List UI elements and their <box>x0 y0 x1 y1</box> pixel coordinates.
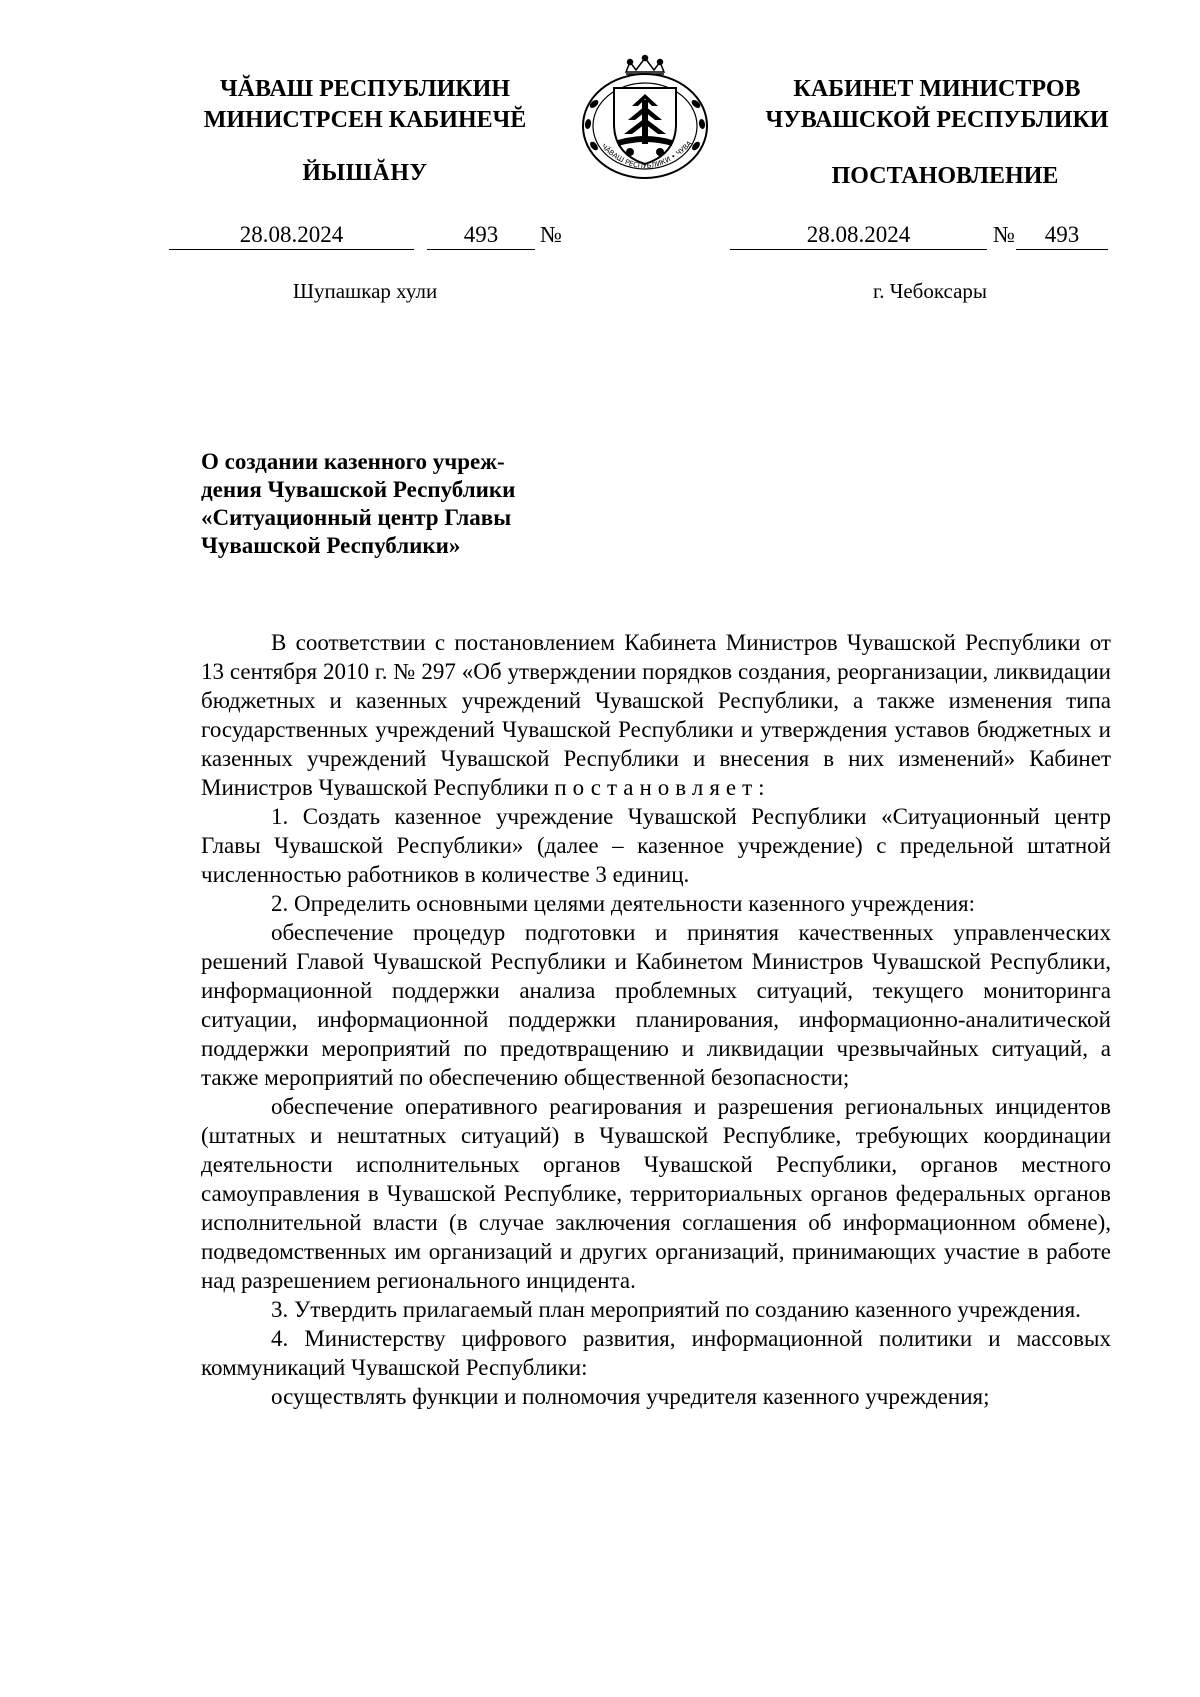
number-right: 493 <box>1016 221 1108 250</box>
number-left: 493 <box>427 221 535 250</box>
doc-type-chuvash: ЙЫШĂНУ <box>302 160 428 186</box>
intro-paragraph <box>201 628 1111 802</box>
header-right-line2: ЧУВАШСКОЙ РЕСПУБЛИКИ <box>765 107 1109 133</box>
item-2-a: обеспечение процедур подготовки и принятия качественных управленческих решений Главой Чувашской Республики и Кабинетом Министров Чувашской Республики, информационной поддержки анализа проблемных ситуаций, текущего мониторинга ситуации, информационной поддержки планирования, информационно-аналитической поддержки мероприятий по предотвращению и ликвидации чрезвычайных ситуаций, а также мероприятий по обеспечению общественной безопасности; <box>201 920 1111 1090</box>
city-russian: г. Чебоксары <box>872 279 988 303</box>
title-line1: О создании казенного учреж- <box>201 449 505 474</box>
number-sign-left: № <box>540 222 562 247</box>
emblem-ring-text: ЧĂВАШ РЕСПУБЛИКИ • ЧУВА <box>599 139 694 171</box>
item-4-a: осуществлять функции и полномочия учредителя казенного учреждения; <box>271 1384 990 1409</box>
intro-verb: постановляет: <box>554 775 771 800</box>
header-left-line1: ЧĂВАШ РЕСПУБЛИКИН <box>220 76 510 102</box>
document-body <box>201 628 1111 1411</box>
intro-text: В соответствии с постановлением Кабинета Министров Чувашской Республики от 13 сентября 2010 г. № 297 «Об утверждении порядков создания, реорганизации, ликвидации бюджетных и казенных учреждений Чувашской Республики, а также изменения типа государственных учреждений Чувашской Республики и утверждения уставов бюджетных и казенных учреждений Чувашской Республики и внесения в них изменений» Кабинет Министров Чувашской Республики <box>201 630 1111 800</box>
number-sign-right: № <box>993 222 1015 247</box>
header-right-line1: КАБИНЕТ МИНИСТРОВ <box>793 76 1081 102</box>
title-line3: «Ситуационный центр Главы <box>201 505 512 530</box>
header-right-title <box>737 74 1137 136</box>
header-left-title <box>175 74 555 136</box>
title-line2: дения Чувашской Республики <box>201 477 516 502</box>
date-right: 28.08.2024 <box>730 221 987 250</box>
date-left: 28.08.2024 <box>169 221 414 250</box>
doc-type-russian: ПОСТАНОВЛЕНИЕ <box>831 163 1059 189</box>
document-title <box>201 448 571 560</box>
item-4: 4. Министерству цифрового развития, информационной политики и массовых коммуникаций Чувашской Республики: <box>201 1326 1111 1380</box>
item-1: 1. Создать казенное учреждение Чувашской Республики «Ситуационный центр Главы Чувашской Республики» (далее – казенное учреждение) с предельной штатной численностью работников в количестве 3 единиц. <box>201 804 1111 887</box>
coat-of-arms-icon <box>574 54 716 184</box>
city-chuvash: Шупашкар хули <box>292 279 438 303</box>
title-line4: Чувашской Республики» <box>201 533 461 558</box>
item-2-b: обеспечение оперативного реагирования и разрешения региональных инцидентов (штатных и нештатных ситуаций) в Чувашской Республике, требующих координации деятельности исполнительных органов Чувашской Республики, органов местного самоуправления в Чувашской Республике, территориальных органов федеральных органов исполнительной власти (в случае заключения соглашения об информационном обмене), подведомственных им организаций и других организаций, принимающих участие в работе над разрешением регионального инцидента. <box>201 1094 1111 1293</box>
item-2: 2. Определить основными целями деятельности казенного учреждения: <box>271 891 975 916</box>
header-left-line2: МИНИСТРСЕН КАБИНЕЧĔ <box>203 107 527 133</box>
item-3: 3. Утвердить прилагаемый план мероприятий по созданию казенного учреждения. <box>271 1297 1081 1322</box>
